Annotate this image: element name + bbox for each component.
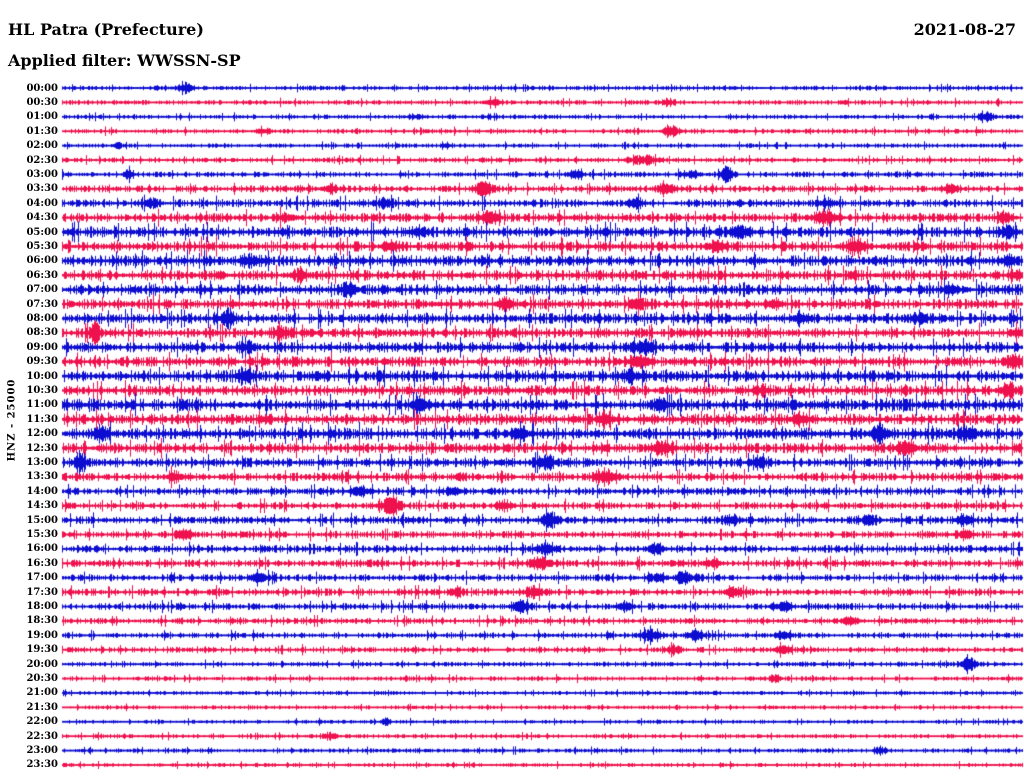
trace-time-label: 11:30 (26, 413, 58, 425)
trace-time-label: 03:30 (26, 183, 58, 195)
trace-time-label: 12:30 (26, 442, 58, 454)
trace-time-label: 23:30 (26, 759, 58, 771)
trace-time-label: 09:00 (26, 341, 58, 353)
trace-time-label: 10:30 (26, 384, 58, 396)
trace-time-label: 21:00 (26, 687, 58, 699)
trace-time-label: 20:00 (26, 658, 58, 670)
trace-time-label: 07:30 (26, 298, 58, 310)
trace-time-label: 00:30 (26, 96, 58, 108)
trace-time-label: 18:30 (26, 615, 58, 627)
trace-time-label: 22:30 (26, 730, 58, 742)
trace-time-label: 15:00 (26, 514, 58, 526)
trace-time-label: 06:00 (26, 255, 58, 267)
trace-time-label: 01:30 (26, 125, 58, 137)
trace-time-label: 11:00 (26, 399, 58, 411)
trace-time-label: 05:00 (26, 226, 58, 238)
trace-time-label: 09:30 (26, 356, 58, 368)
trace-time-label: 08:00 (26, 312, 58, 324)
trace-time-label: 06:30 (26, 269, 58, 281)
trace-time-label: 07:00 (26, 284, 58, 296)
trace-time-label: 05:30 (26, 240, 58, 252)
trace-time-label: 13:00 (26, 457, 58, 468)
trace-time-label: 14:00 (26, 485, 58, 497)
trace-time-label: 03:00 (26, 168, 58, 180)
trace-time-label: 08:30 (26, 327, 58, 339)
trace-time-label: 22:00 (26, 716, 58, 728)
trace-time-label: 12:00 (26, 428, 58, 440)
trace-time-label: 19:30 (26, 644, 58, 656)
trace-time-label: 01:00 (26, 111, 58, 123)
trace-time-label: 02:30 (26, 154, 58, 166)
trace-time-label: 04:30 (26, 212, 58, 224)
trace-time-label: 17:30 (26, 586, 58, 598)
trace-time-label: 10:00 (26, 370, 58, 382)
trace-time-label: 18:00 (26, 601, 58, 613)
trace-time-label: 21:30 (26, 701, 58, 713)
trace-time-label: 14:30 (26, 500, 58, 512)
trace-time-label: 00:00 (26, 82, 58, 94)
trace-time-label: 13:30 (26, 471, 58, 483)
trace-time-label: 20:30 (26, 673, 58, 685)
trace-time-label: 04:00 (26, 197, 58, 209)
trace-time-label: 16:00 (26, 543, 58, 555)
trace-time-label: 19:00 (26, 629, 58, 641)
trace-time-label: 17:00 (26, 572, 58, 584)
trace-time-label: 23:00 (26, 745, 58, 757)
trace-time-label: 02:00 (26, 140, 58, 152)
trace-time-label: 16:30 (26, 557, 58, 569)
trace-time-label: 15:30 (26, 529, 58, 541)
